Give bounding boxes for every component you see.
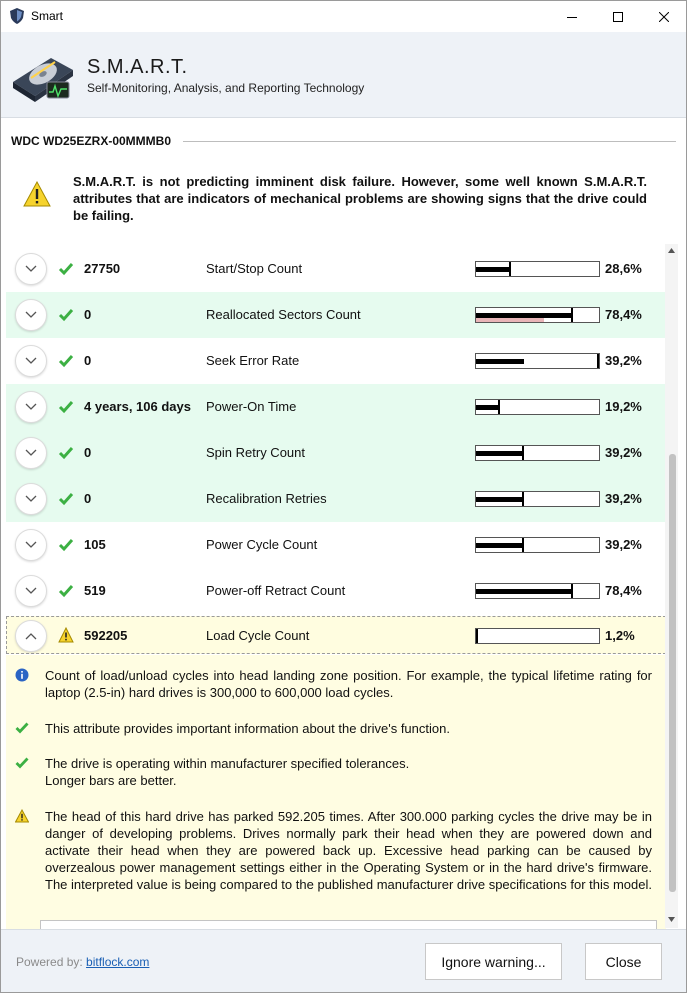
attribute-value: 27750 bbox=[84, 261, 121, 276]
attribute-percent: 28,6% bbox=[605, 261, 642, 276]
detail-text: This attribute provides important information about the drive's function. bbox=[45, 721, 450, 736]
attribute-percent: 78,4% bbox=[605, 307, 642, 322]
attribute-row[interactable] bbox=[6, 430, 666, 476]
attribute-value: 519 bbox=[84, 583, 106, 598]
check-icon bbox=[58, 261, 74, 277]
attribute-percent: 39,2% bbox=[605, 445, 642, 460]
attribute-bar bbox=[475, 583, 600, 599]
bar-fill bbox=[476, 451, 524, 456]
bar-marker bbox=[522, 446, 524, 460]
bar-marker bbox=[522, 492, 524, 506]
hard-drive-logo-icon bbox=[11, 52, 75, 104]
attribute-bar bbox=[475, 537, 600, 553]
attribute-value: 0 bbox=[84, 307, 92, 322]
bar-fill bbox=[476, 267, 511, 272]
detail-text: The drive is operating within manufacturer specified tolerances. bbox=[45, 756, 410, 771]
attribute-row[interactable] bbox=[6, 338, 666, 384]
check-icon bbox=[58, 537, 74, 553]
attribute-percent: 39,2% bbox=[605, 491, 642, 506]
detail-text: The head of this hard drive has parked 592.205 times. After 300.000 parking cycles the drive may be in danger of developing problems. Drives normally park their head when they are powered down and activate their head when they are powered back up. Excessive head parking can be caused by overzealous power management settings either in the Operating System or in the hard drive's firmware. The interpreted value is being compared to the published manufacturer drive specifications for this model. bbox=[45, 809, 652, 892]
attribute-name: Power-On Time bbox=[206, 399, 297, 414]
check-icon bbox=[15, 721, 29, 735]
bar-fill bbox=[476, 589, 573, 594]
powered-by-link[interactable]: bitflock.com bbox=[86, 955, 150, 969]
attribute-row[interactable] bbox=[6, 384, 666, 430]
attribute-percent: 39,2% bbox=[605, 537, 642, 552]
attribute-bar bbox=[475, 399, 600, 415]
attribute-name: Recalibration Retries bbox=[206, 491, 327, 506]
attribute-name: Start/Stop Count bbox=[206, 261, 303, 276]
chevron-down-icon bbox=[25, 311, 37, 319]
warning-text: S.M.A.R.T. is not predicting imminent disk failure. However, some well known S.M.A.R.T. attributes that are indicators of mechanical problems are showing signs that the drive could be failing. bbox=[73, 174, 647, 223]
attribute-name: Spin Retry Count bbox=[206, 445, 305, 460]
warning-icon bbox=[23, 181, 51, 207]
attribute-row-selected[interactable] bbox=[6, 616, 666, 654]
bar-marker bbox=[597, 354, 599, 368]
chevron-down-icon bbox=[25, 587, 37, 595]
bar-marker bbox=[498, 400, 500, 414]
list-scrollbar[interactable] bbox=[665, 244, 678, 928]
attribute-bar bbox=[475, 261, 600, 277]
header bbox=[1, 32, 686, 118]
title-bar[interactable] bbox=[1, 1, 686, 32]
expand-button[interactable] bbox=[15, 575, 47, 607]
powered-by bbox=[16, 955, 149, 969]
attribute-name: Power-off Retract Count bbox=[206, 583, 346, 598]
info-icon bbox=[15, 668, 29, 682]
shield-app-icon bbox=[10, 8, 24, 24]
bar-fill bbox=[476, 543, 524, 548]
header-title: S.M.A.R.T. bbox=[87, 56, 188, 78]
bar-fill bbox=[476, 405, 500, 410]
attribute-bar bbox=[475, 307, 600, 323]
attribute-percent: 39,2% bbox=[605, 353, 642, 368]
attribute-name: Power Cycle Count bbox=[206, 537, 318, 552]
maximize-icon bbox=[613, 12, 623, 22]
powered-by-label: Powered by: bbox=[16, 955, 83, 969]
attribute-bar bbox=[475, 491, 600, 507]
attribute-row[interactable] bbox=[6, 476, 666, 522]
ignore-warning-button[interactable] bbox=[425, 943, 562, 980]
warning-icon bbox=[58, 627, 74, 643]
chevron-down-icon bbox=[25, 265, 37, 273]
attribute-value: 4 years, 106 days bbox=[84, 399, 191, 414]
minimize-icon bbox=[567, 12, 577, 22]
chevron-down-icon bbox=[25, 357, 37, 365]
chevron-up-icon bbox=[25, 632, 37, 640]
check-icon bbox=[58, 583, 74, 599]
attribute-details bbox=[6, 655, 666, 929]
scroll-up-icon[interactable] bbox=[667, 247, 676, 255]
disk-heading bbox=[11, 133, 676, 149]
check-icon bbox=[58, 491, 74, 507]
chevron-down-icon bbox=[25, 541, 37, 549]
detail-text: Count of load/unload cycles into head landing zone position. For example, the typical lifetime rating for laptop (2.5-in) hard drives is 300,000 to 600,000 load cycles. bbox=[45, 668, 652, 700]
check-icon bbox=[58, 307, 74, 323]
expand-button[interactable] bbox=[15, 345, 47, 377]
check-icon bbox=[58, 445, 74, 461]
attribute-percent: 1,2% bbox=[605, 628, 635, 643]
expand-button[interactable] bbox=[15, 437, 47, 469]
close-label: Close bbox=[605, 953, 642, 970]
check-icon bbox=[58, 353, 74, 369]
chevron-down-icon bbox=[25, 495, 37, 503]
minimize-button[interactable] bbox=[549, 1, 595, 32]
check-icon bbox=[15, 756, 29, 770]
divider bbox=[183, 141, 676, 142]
attribute-name: Reallocated Sectors Count bbox=[206, 307, 361, 322]
check-icon bbox=[58, 399, 74, 415]
detail-text-secondary: Longer bars are better. bbox=[45, 773, 177, 788]
attribute-value: 592205 bbox=[84, 628, 128, 643]
attribute-row[interactable] bbox=[6, 568, 666, 614]
expand-button[interactable] bbox=[15, 299, 47, 331]
bar-fill bbox=[476, 359, 524, 364]
expand-button[interactable] bbox=[15, 529, 47, 561]
attribute-value: 0 bbox=[84, 491, 92, 506]
close-button[interactable] bbox=[585, 943, 662, 980]
expand-button[interactable] bbox=[15, 483, 47, 515]
bar-marker bbox=[571, 308, 573, 322]
attribute-row[interactable] bbox=[6, 522, 666, 568]
attribute-value: 0 bbox=[84, 445, 92, 460]
scroll-thumb[interactable] bbox=[669, 454, 676, 892]
bar-fill bbox=[476, 313, 573, 318]
attribute-bar bbox=[475, 628, 600, 644]
warning-icon bbox=[15, 809, 29, 823]
warning-message bbox=[23, 173, 648, 225]
attribute-row[interactable] bbox=[6, 292, 666, 338]
window-title: Smart bbox=[31, 9, 64, 23]
expand-button[interactable] bbox=[15, 253, 47, 285]
scroll-down-icon[interactable] bbox=[667, 915, 676, 923]
header-subtitle: Self-Monitoring, Analysis, and Reporting Technology bbox=[87, 81, 365, 95]
collapse-button[interactable] bbox=[15, 620, 47, 652]
detail-subpanel bbox=[40, 920, 657, 929]
footer bbox=[1, 929, 686, 993]
disk-name: WDC WD25EZRX-00MMMB0 bbox=[11, 134, 172, 148]
bar-marker bbox=[522, 538, 524, 552]
attribute-bar bbox=[475, 353, 600, 369]
attribute-value: 0 bbox=[84, 353, 92, 368]
attribute-percent: 78,4% bbox=[605, 583, 642, 598]
attribute-name: Load Cycle Count bbox=[206, 628, 310, 643]
bar-marker bbox=[476, 629, 478, 643]
chevron-down-icon bbox=[25, 403, 37, 411]
attribute-name: Seek Error Rate bbox=[206, 353, 300, 368]
maximize-button[interactable] bbox=[595, 1, 641, 32]
bar-marker bbox=[571, 584, 573, 598]
attribute-value: 105 bbox=[84, 537, 106, 552]
expand-button[interactable] bbox=[15, 391, 47, 423]
ignore-warning-label: Ignore warning... bbox=[441, 953, 546, 970]
chevron-down-icon bbox=[25, 449, 37, 457]
attribute-percent: 19,2% bbox=[605, 399, 642, 414]
close-window-button[interactable] bbox=[641, 1, 687, 32]
bar-fill bbox=[476, 497, 524, 502]
bar-marker bbox=[509, 262, 511, 276]
attribute-bar bbox=[475, 445, 600, 461]
close-icon bbox=[659, 12, 669, 22]
attribute-list[interactable] bbox=[6, 246, 666, 929]
attribute-row[interactable] bbox=[6, 246, 666, 292]
